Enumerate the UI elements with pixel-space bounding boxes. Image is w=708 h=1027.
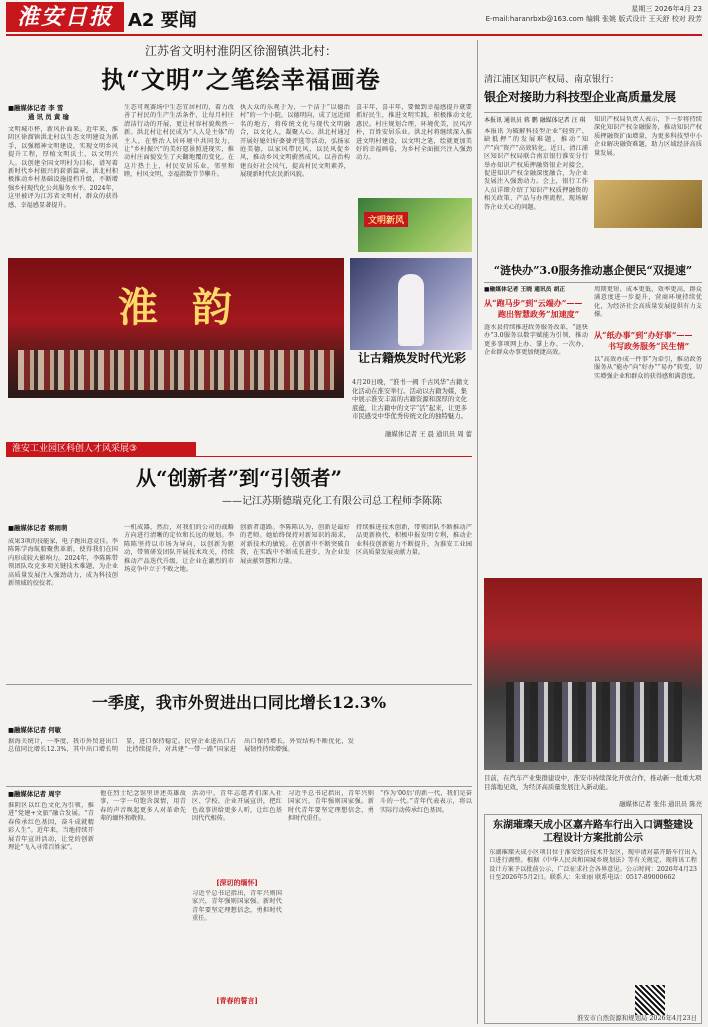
- article1-title: 执“文明”之笔绘幸福画卷: [101, 65, 381, 94]
- lianshui-col1: 涟水县持续推进政务服务改革，“涟快办”3.0服务以数字赋能为引领，推动更多事项网上办、掌上办、一次办，企业群众办事更加便捷高效。: [484, 324, 588, 357]
- bottom-rule: [6, 786, 472, 787]
- article2-col1: 成果3项的技能家，电子跑出意竞佳。李陈陈学海航船聚焦革新，使得我们在国内形成较大影响力。2024年，李陈陈带领团队攻克多项关键技术难题，为企业高质量发展注入强劲动力，成为科技创新领域的佼佼者。: [8, 538, 118, 588]
- article1-col3: 执大众的乐观于为，一个洁于“以德治村”的一个小院，以德明向，成了远近闻名的地方，将传统文化与现代文明融合，以文化人，凝聚人心。洪北村通过开展好媳妇好婆婆评选等活动，弘扬家庭美德，以家风带民风、以民风促乡风，推动乡风文明蔚然成风。以善治构建良好社会风气，提高村民文明素养，展现新时代农民新风貌。: [240, 104, 350, 179]
- article3-top-rule: [6, 684, 472, 685]
- right-photo: [594, 180, 702, 228]
- article3-title: 一季度，我市外贸进出口同比增长12.3%: [91, 693, 387, 712]
- article2-col3: 创新者道路。李陈陈认为，创新是最好的老师。她始终保持对新知识的渴求，对新技术的敏锐。在创新中不断突破自我，在实践中不断成长进步，为企业发展贡献智慧和力量。: [240, 524, 350, 565]
- article2-col2: 一机成器，然后，对我们的公司的战略方向进行清晰的定位和长远的规划。李陈陈坚持以市场为导向，以创新为驱动，带领研发团队开展技术攻关，持续推动产品迭代升级，让企业在激烈的市场竞争中立于不败之地。: [124, 524, 234, 574]
- article2-col4: 持续推进技术创新，带领团队不断推动产品更新换代，积极申报发明专利，推动企业科技创新能力不断提升，为淮安工业园区高质量发展贡献力量。: [356, 524, 472, 557]
- date-line: 星期三 2026年4月 23: [631, 5, 702, 13]
- lianshui-byline: ■融媒体记者 王晓 通讯员 胡正: [484, 287, 566, 293]
- bottom-col3b: 习近平总书记指出，青年兴则国家兴，青年强则国家强。新时代青年要坚定理想信念，勇担时代重任。: [192, 890, 282, 923]
- bottom-col2: 他在烈士纪念馆里讲述英雄故事，一字一句饱含深情，用青春的声音唤起更多人对革命先辈的缅怀和敬仰。: [100, 790, 186, 823]
- performer-photo: [350, 258, 472, 350]
- article3-byline: ■融媒体记者 何敏: [8, 726, 61, 734]
- photo-caption: 4月20日晚，“淮书一阙 千古风华”古籍文化活动在淮安举行。活动以古籍为媒，集中展示淮安丰富的古籍资源和深厚的文化底蕴，让古籍中的文字“活”起来，让更多市民感受中华优秀传统文化的独特魅力。: [352, 378, 469, 421]
- photo-credit: 融媒体记者 王 晨 通讯员 周 蕾: [385, 430, 472, 438]
- bottom-col1: 淮阴区以红色文化为引领，推进“党建+文旅”融合发展。“青春传承红色基因，奋斗成就精彩人生”。近年来，当地持续开展青年宣讲活动，让党的创新理论“飞入寻常百姓家”。: [8, 802, 94, 852]
- article2-byline: ■融媒体记者 蔡雨萌: [8, 524, 68, 532]
- bottom-col4: 习近平总书记指出，青年兴则国家兴，青年强则国家强。新时代青年要坚定理想信念，勇担时代重任。: [288, 790, 374, 823]
- series-banner: 淮安工业园区科创人才风采展③: [6, 442, 196, 456]
- inset-heading-1: [深切的缅怀]: [216, 878, 258, 887]
- notice-body: 东湖璀璨天成小区项目位于淮安经济技术开发区，现申请对嘉卉路车行出入口进行调整。根据《中华人民共和国城乡规划法》等有关规定，现将该工程设计方案予以批前公示，广泛征求社会各界意见。公示时间：2026年4月23日至2026年5月2日。联系人：朱亚丽 联系电话：0517-89000662: [489, 849, 697, 882]
- right-kicker: 清江浦区知识产权局、南京银行：: [484, 75, 620, 85]
- lianshui-col2: 周期更短、成本更低、效率更高，群众满意度进一步提升，营商环境持续优化，为经济社会高质量发展提供有力支撑。: [594, 286, 702, 319]
- article1-col4: 喜丰年，喜丰年，要做到幸福感提升就要抓好民生，推进文明实践，积极推动文化惠民。村庄规划合理，环境优美，民风淳朴，百姓安居乐业。洪北村将继续深入推进文明村建设，以文明之笔，绘就更加美好的幸福画卷，为乡村全面振兴注入强劲动力。: [356, 104, 472, 162]
- newspaper-logo: 淮安日报: [6, 2, 124, 32]
- inset-heading-2: [青春的誓言]: [216, 996, 258, 1005]
- bottom-col5: “作为‘00后’的新一代，我们是奋斗的一代。”青年代表表示，将以实际行动传承红色基因。: [380, 790, 472, 814]
- visitors-group: [506, 682, 682, 762]
- stage-photo: [8, 258, 344, 398]
- right-byline: 本报讯 通讯员 蒋 鹏 融媒体记者 汪 琪: [484, 117, 586, 124]
- right-title: 银企对接助力科技型企业高质量发展: [484, 90, 677, 104]
- qr-code-icon: [635, 985, 665, 1015]
- banner-rule: [6, 456, 472, 457]
- exhibition-credit: 融媒体记者 张伟 通讯员 陈亮: [619, 800, 702, 808]
- exhibition-caption: 目前，在汽车产业集群建设中，淮安市持续深化开放合作，推动新一批重大项目落地见效，为经济高质量发展注入新动能。: [484, 774, 702, 791]
- page-section-label: A2 要闻: [128, 10, 197, 31]
- article2-subtitle: ——记江苏斯德瑞克化工有限公司总工程师李陈陈: [222, 496, 442, 507]
- right-title-rule: [484, 112, 702, 113]
- contact-line: E-mail:haranrbxb@163.com 编辑 张姚 版式设计 王天舒 校对 段芳: [485, 15, 702, 23]
- article2-title: 从“创新者”到“引领者”: [135, 466, 342, 490]
- article1-kicker: 江苏省文明村淮阴区徐溜镇洪北村：: [144, 44, 337, 58]
- section-title-lianshui: “涟快办”3.0服务推动惠企便民“双提速”: [493, 264, 693, 277]
- photo-caption-title: 让古籍焕发时代光彩: [357, 352, 466, 365]
- performer-figure: [398, 274, 424, 346]
- bottom-byline: ■融媒体记者 周宇: [8, 790, 61, 798]
- sub-heading-1: 从“跑马步”到“云端办”—— 跑出智慧政务“加速度”: [484, 298, 583, 319]
- sub-heading-2: 从“纸办事”到“办好事”—— 书写政务服务“民生情”: [594, 330, 693, 351]
- article1-byline: ■融媒体记者 李 雪 通 讯 员 黄 瑜: [8, 104, 69, 121]
- right-col1: 本报讯 为破解科技型企业“轻资产、缺抵押”的发展难题，推动“知产”向“资产”高效转化，近日，清江浦区知识产权局联合南京银行淮安分行举办知识产权质押融资银企对接会，促进知识产权金融深度融合，为企业发展注入强劲动力。会上，银行工作人员详细介绍了知识产权质押融资的相关政策、产品与办理流程，现场解答企业关心的问题。: [484, 128, 588, 211]
- stage-performers: [18, 350, 334, 390]
- article1-col1: 文明城市杯，新风扑面来。近年来，淮阴区徐溜镇洪北村以生态文明建设为抓手，以强精神文明建设，实现文明乡风提升工程，厚植文明沃土，以文明兴人。以创建全国文明村为目标，谱写着新时代乡村振兴的崭新篇章。洪北村积极推动乡村基础设施提档升级，不断增强乡村现代化公共服务水平。2024年，这里被评为江苏省文明村，群众的获得感、幸福感显著提升。: [8, 126, 118, 209]
- photo-sign: 文明新风: [364, 212, 408, 227]
- right-col2: 知识产权局负责人表示，下一步将持续深化知识产权金融服务，推动知识产权质押融资扩面增量，为更多科技型中小企业解决融资难题，助力区域经济高质量发展。: [594, 116, 702, 157]
- lianshui-col3: 以“高效办成一件事”为牵引，推动政务服务从“能办”向“好办”“易办”转变，切实增强企业和群众的获得感和满意度。: [594, 356, 702, 380]
- notice-title: 东湖璀璨天成小区嘉卉路车行出入口调整建设工程设计方案批前公示: [493, 820, 693, 844]
- article1-col2: 生态可观赛场中生态宜居村的，着力改善了村民的生产生活条件，让每月村庄清洁行动的开展，更让村容村貌焕然一新。洪北村让村民成为“人人是主体”的主人，在整治人居环境中共同发力，让“乡村振兴”的美好愿景照进现实，推动村庄面貌发生了天翻地覆的变化。在这片热土上，村民安居乐业，邻里和睦，村风文明，幸福指数节节攀升。: [124, 104, 234, 179]
- notice-footer: 淮安市自然资源和规划局 2026年4月23日: [577, 1014, 697, 1023]
- column-divider: [477, 40, 478, 1024]
- public-notice: [484, 814, 702, 1024]
- article3-body: 据海关统计，一季度，我市外贸进出口总值同比增长12.3%，其中出口增长明显，进口保持稳定。民营企业进出口占比持续提升，对共建“一带一路”国家进出口保持增长，外贸结构不断优化，发展韧性持续增强。: [8, 738, 354, 754]
- section-rule: [484, 282, 702, 283]
- bottom-col3: 活动中，青年志愿者们深入社区、学校、企业开展宣讲，把红色故事讲给更多人听，让红色基因代代相传。: [192, 790, 282, 823]
- village-photo: [358, 198, 472, 252]
- exhibition-photo: [484, 578, 702, 770]
- stage-backdrop-text: 淮 韵: [118, 284, 242, 331]
- header-info: [430, 4, 702, 24]
- masthead-rule: [6, 34, 702, 36]
